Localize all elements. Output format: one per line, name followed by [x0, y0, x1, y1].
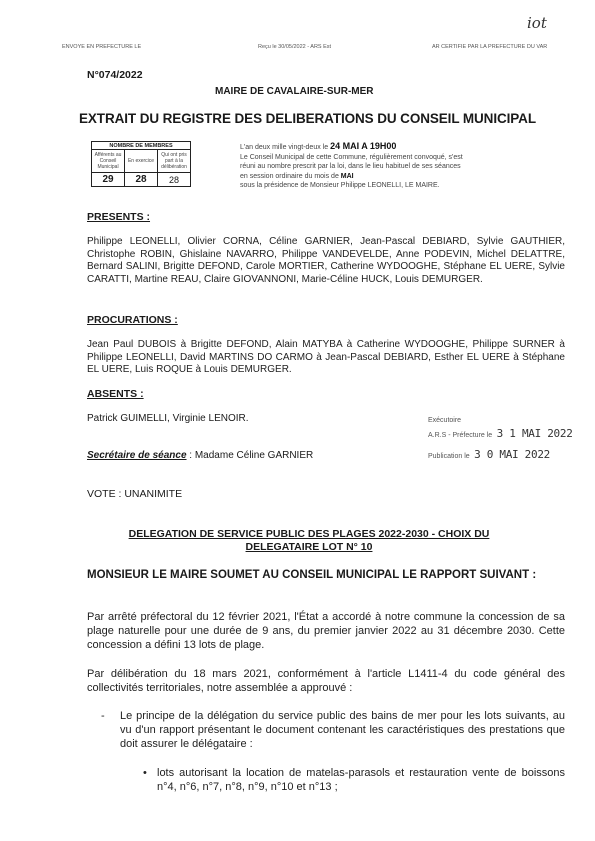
intro-line-4 [240, 172, 560, 182]
paragraph-deliberation: Par délibération du 18 mars 2021, conformément à l'article L1411-4 du code général des collectivités territoriales, notre assemblée a approuvé : [87, 668, 565, 694]
absents-list: Patrick GUIMELLI, Virginie LENOIR. [87, 413, 249, 424]
members-value-afferents: 29 [92, 173, 125, 187]
rapport-heading: MONSIEUR LE MAIRE SOUMET AU CONSEIL MUNICIPAL LE RAPPORT SUIVANT : [87, 569, 537, 581]
intro-date: 24 MAI A 19H00 [330, 141, 397, 151]
stamp-prefecture-date: 3 1 MAI 2022 [496, 427, 573, 440]
header-right-stamp: AR CERTIFIE PAR LA PREFECTURE DU VAR [432, 44, 548, 50]
intro-session-prefix: en session ordinaire du mois de [240, 172, 339, 180]
handwritten-mark: iot [527, 14, 547, 32]
list-item-principe: Le principe de la délégation du service public des bains de mer pour les lots suivants, au vu d'un rapport présentant le document contenant les caractéristiques des prestations que doit assurer le délégataire : [120, 710, 565, 750]
procurations-heading: PROCURATIONS : [87, 314, 178, 326]
presents-heading: PRESENTS : [87, 211, 151, 223]
stamp-executoire-label: Exécutoire [428, 417, 462, 424]
executoire-stamp [428, 417, 588, 463]
bullet-marker: • [143, 767, 147, 779]
deliberation-title: DELEGATION DE SERVICE PUBLIC DES PLAGES 2022-2030 - CHOIX DU DELEGATAIRE LOT N° 10 [128, 528, 490, 553]
header-center-stamp: Reçu le 30/05/2022 - ARS Est [258, 44, 332, 50]
members-header-afferents: Afférents au Conseil Municipal [92, 150, 125, 173]
stamp-publication-row [428, 445, 588, 463]
intro-line-2: Le Conseil Municipal de cette Commune, régulièrement convoqué, s'est [240, 153, 463, 161]
members-table [91, 141, 191, 187]
members-header-exercice: En exercice [125, 150, 158, 173]
intro-date-prefix: L'an deux mille vingt-deux le [240, 144, 329, 151]
absents-heading: ABSENTS : [87, 388, 144, 400]
secretaire-row [87, 450, 313, 461]
header-left-stamp: ENVOYE EN PREFECTURE LE [62, 44, 142, 50]
secretaire-label: Secrétaire de séance [87, 450, 187, 461]
intro-line-1 [240, 142, 560, 153]
members-table-title: NOMBRE DE MEMBRES [92, 142, 191, 150]
session-intro [240, 142, 560, 191]
intro-session-month: MAI [340, 172, 354, 180]
paragraph-arrete: Par arrêté préfectoral du 12 février 2021, l'État a accordé à notre commune la concession de sa plage naturelle pour une durée de 9 ans, du premier janvier 2022 au 31 décembre 2030. Cette concession a défini 13 lots de plage. [87, 611, 565, 651]
intro-line-5: sous la présidence de Monsieur Philippe LEONELLI, LE MAIRE. [240, 182, 440, 189]
document-number: N°074/2022 [87, 69, 143, 81]
members-value-exercice: 28 [125, 173, 158, 187]
intro-line-3: réuni au nombre prescrit par la loi, dans le lieu habituel de ses séances [240, 163, 461, 170]
vote-result: VOTE : UNANIMITE [87, 488, 183, 500]
stamp-prefecture-row [428, 424, 588, 442]
secretaire-value: : Madame Céline GARNIER [189, 450, 314, 461]
stamp-publication-date: 3 0 MAI 2022 [474, 448, 550, 461]
stamp-publication-label: Publication le [428, 453, 470, 460]
list-item-lots: lots autorisant la location de matelas-parasols et restauration vente de boissons n°4, n°6, n°7, n°8, n°9, n°10 et n°13 ; [157, 767, 565, 793]
presents-list: Philippe LEONELLI, Olivier CORNA, Céline GARNIER, Jean-Pascal DEBIARD, Sylvie GAUTHIER, Christophe ROBIN, Ghislaine NAVARRO, Philippe VANDEVELDE, Anne PODEVIN, Michel DELATTRE, Bernard SALINI, Brigitte DEFOND, Carole MORTIER, Catherine WYDOOGHE, Stéphane EL UERE, Sylvie CARATTI, Martine REAU, Claire GIOVANNONI, Marie-Céline HUCK, Louis DEMURGER. [87, 236, 565, 285]
stamp-prefecture-label: A.R.S - Préfecture le [428, 432, 493, 439]
members-value-participants: 28 [158, 173, 191, 187]
dash-marker: - [101, 710, 105, 722]
mairie-title: MAIRE DE CAVALAIRE-SUR-MER [215, 86, 374, 97]
procurations-list: Jean Paul DUBOIS à Brigitte DEFOND, Alain MATYBA à Catherine WYDOOGHE, Philippe SURNER à Philippe LEONELLI, David MARTINS DO CARMO à Jean-Pascal DEBIARD, Esther EL UERE à Stéphane EL UERE, Luis ROQUE à Louis DEMURGER. [87, 339, 565, 375]
members-header-participants: Qui ont pris part à la délibération [158, 150, 191, 173]
extrait-title: EXTRAIT DU REGISTRE DES DELIBERATIONS DU CONSEIL MUNICIPAL [79, 111, 536, 126]
